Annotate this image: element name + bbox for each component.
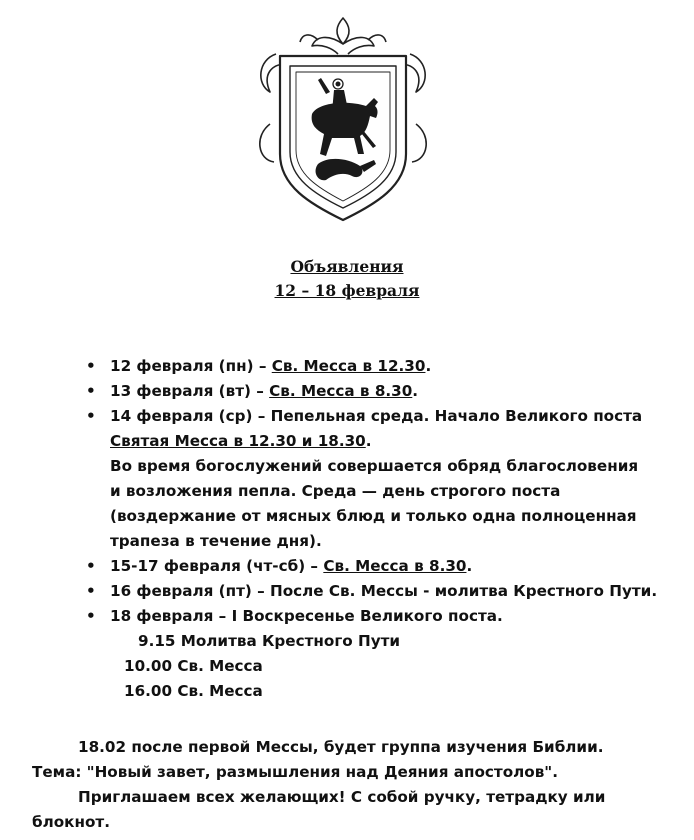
mass-time: Св. Месса в 8.30 bbox=[269, 382, 413, 400]
bullet-icon: • bbox=[86, 357, 96, 375]
bullet-icon: • bbox=[86, 382, 96, 400]
bullet-icon: • bbox=[86, 557, 96, 575]
mass-time: Святая Месса в 12.30 и 18.30 bbox=[110, 432, 366, 450]
list-item: • 18 февраля – I Воскресенье Великого поста. bbox=[86, 604, 686, 629]
notice-line: Приглашаем всех желающих! С собой ручку, тетрадку или bbox=[78, 788, 606, 806]
notice-line: блокнот. bbox=[32, 813, 110, 831]
announcement-list bbox=[86, 354, 686, 704]
list-item: • 13 февраля (вт) – Св. Месса в 8.30. bbox=[86, 379, 686, 404]
page-title: Объявления bbox=[290, 257, 404, 276]
notice-line: Тема: "Новый завет, размышления над Деяния апостолов". bbox=[32, 763, 558, 781]
bullet-icon: • bbox=[86, 407, 96, 425]
list-item: • 15-17 февраля (чт-сб) – Св. Месса в 8.30. bbox=[86, 554, 686, 579]
mass-time: Св. Месса в 8.30 bbox=[323, 557, 467, 575]
notice-line: 18.02 после первой Мессы, будет группа изучения Библии. bbox=[78, 738, 604, 756]
bullet-icon: • bbox=[86, 582, 96, 600]
bullet-icon: • bbox=[86, 607, 96, 625]
list-item: • 16 февраля (пт) – После Св. Мессы - молитва Крестного Пути. bbox=[86, 579, 686, 604]
schedule-line: 9.15 Молитва Крестного Пути bbox=[138, 632, 401, 650]
list-item: • 12 февраля (пн) – Св. Месса в 12.30. bbox=[86, 354, 686, 379]
list-item: • 14 февраля (ср) – Пепельная среда. Начало Великого поста Святая Месса в 12.30 и 18.30. Во время богослужений совершается обряд благословения и возложения пепла. Среда — день строгого поста (воздержание от мясных блюд и только одна полноценная трапеза в течение дня). bbox=[86, 404, 686, 554]
schedule-line: 16.00 Св. Месса bbox=[124, 682, 263, 700]
mass-time: Св. Месса в 12.30 bbox=[271, 357, 426, 375]
schedule-line: 10.00 Св. Месса bbox=[124, 657, 263, 675]
st-george-coat-of-arms-icon bbox=[248, 14, 438, 226]
date-range: 12 – 18 февраля bbox=[274, 281, 420, 300]
